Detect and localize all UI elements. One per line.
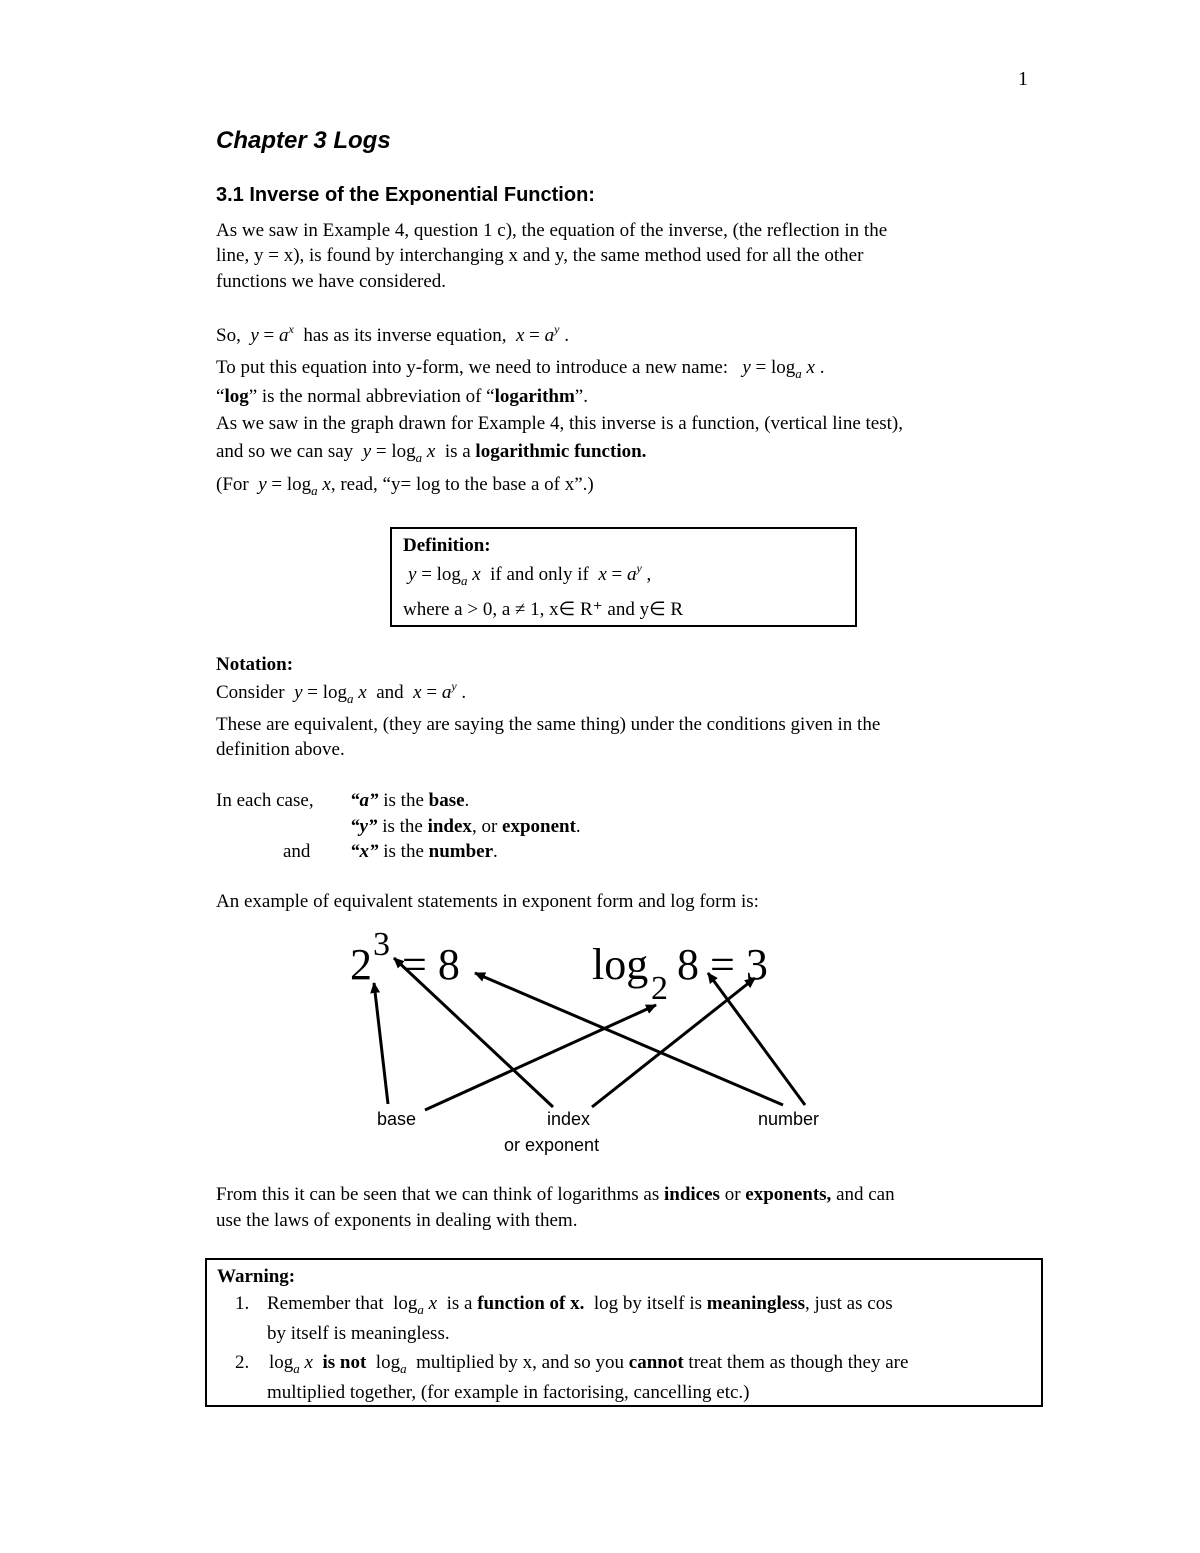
- label-number: number: [758, 1109, 820, 1129]
- w1-post1: log by itself is: [593, 1293, 703, 1314]
- number-term: number: [428, 841, 494, 862]
- logarithmic-function-term: logarithmic function.: [475, 441, 647, 462]
- yform-line: To put this equation into y-form, we need to introduce a new name: $y = \log_a x$ .: [216, 357, 825, 381]
- intro-line-3: functions we have considered.: [216, 271, 447, 292]
- warning-heading: Warning:: [217, 1266, 296, 1287]
- warning-item-2-number: 2.: [235, 1352, 250, 1373]
- definition-iff: if and only if: [490, 564, 589, 585]
- label-or-exponent: or exponent: [504, 1135, 600, 1155]
- diagram-log: log: [592, 940, 649, 989]
- arrow-base-to-2: [374, 983, 388, 1104]
- label-index: index: [547, 1109, 591, 1129]
- diagram-log-base: 2: [651, 970, 668, 1007]
- say-line: and so we can say $y = \log_a x$ is a logarithmic function.: [216, 441, 647, 465]
- index-term: index: [427, 816, 472, 837]
- log-term: log: [224, 386, 249, 407]
- w2-mult: multiplied by x, and so you: [416, 1352, 625, 1373]
- warning-item-1-number: 1.: [235, 1293, 250, 1314]
- row-text: is the: [378, 841, 429, 862]
- var-x-quote: “x”: [350, 841, 379, 862]
- logarithm-term: logarithm: [494, 386, 575, 407]
- base-term: base: [428, 790, 465, 811]
- conclusion-or: or: [724, 1184, 741, 1205]
- var-y-quote: “y”: [350, 816, 378, 837]
- so-word: So,: [216, 325, 241, 346]
- each-case-label: In each case,: [216, 790, 314, 811]
- row-text: is the: [377, 816, 428, 837]
- chapter-title: Chapter 3 Logs: [216, 127, 391, 154]
- page-number: 1: [1018, 68, 1028, 90]
- read-pre: (For: [216, 474, 249, 495]
- diagram-base-2: 2: [350, 940, 372, 989]
- so-mid-text: has as its inverse equation,: [303, 325, 507, 346]
- definition-line-2: where a > 0, a ≠ 1, x∈ R⁺ and y∈ R: [403, 599, 684, 620]
- section-title: 3.1 Inverse of the Exponential Function:: [216, 184, 595, 206]
- w1-mid: is a: [446, 1293, 473, 1314]
- exponent-term: exponent: [502, 816, 576, 837]
- diagram-eq1-rest: = 8: [402, 940, 460, 989]
- say-pre: and so we can say: [216, 441, 354, 462]
- read-post: , read, “y= log to the base a of x”.): [330, 474, 594, 495]
- diagram-exponent-3: 3: [373, 926, 390, 963]
- arrow-index-to-log-3: [592, 978, 755, 1107]
- label-base: base: [377, 1109, 417, 1129]
- definition-heading: Definition:: [403, 535, 491, 556]
- meaningless-term: meaningless: [706, 1293, 805, 1314]
- warning-box: [205, 1258, 1043, 1407]
- w1-pre: Remember that: [267, 1293, 384, 1314]
- example-line: An example of equivalent statements in exponent form and log form is:: [216, 891, 759, 912]
- row-mid: , or: [471, 816, 503, 837]
- var-a-quote: “a”: [350, 790, 379, 811]
- so-line: So, $y = a^x$ has as its inverse equation, $x = a^y$ .: [216, 322, 569, 346]
- conclusion-line-1: [216, 1184, 895, 1206]
- warning-item-1-line-1: Remember that $\log_a x$ is a function of x. log by itself is meaningless, just as cos: [267, 1293, 893, 1317]
- row-end: .: [575, 816, 581, 837]
- graph-line: As we saw in the graph drawn for Example 4, this inverse is a function, (vertical line test),: [216, 413, 903, 434]
- cannot-term: cannot: [628, 1352, 684, 1373]
- conclusion-post: and can: [836, 1184, 895, 1205]
- conclusion-line-2: use the laws of exponents in dealing with them.: [216, 1210, 578, 1231]
- diagram-log-rest: 8 = 3: [677, 940, 768, 989]
- definition-line-1: $y = \log_a x$ if and only if $x = a^y$ ,: [408, 561, 652, 588]
- arrow-number-to-log-8: [708, 973, 805, 1105]
- w2-rest: treat them as though they are: [688, 1352, 909, 1373]
- conclusion-pre: From this it can be seen that we can think of logarithms as: [216, 1184, 660, 1205]
- notation-heading: Notation:: [216, 654, 294, 675]
- and-label: and: [283, 841, 311, 862]
- function-of-x-term: function of x: [477, 1293, 580, 1314]
- abbrev-mid: ” is the normal abbreviation of “: [248, 386, 495, 407]
- row-end: .: [493, 841, 498, 862]
- say-mid: is a: [444, 441, 471, 462]
- warning-item-1-line-2: by itself is meaningless.: [267, 1323, 450, 1344]
- w1-post2: , just as cos: [804, 1293, 893, 1314]
- equivalent-line-2: definition above.: [216, 739, 345, 760]
- arrow-index-to-3: [394, 958, 553, 1107]
- yform-text: To put this equation into y-form, we need to introduce a new name:: [216, 357, 729, 378]
- abbrev-end: ”.: [574, 386, 588, 407]
- quote-open: “: [216, 386, 225, 407]
- consider-line: Consider $y = \log_a x$ and $x = a^y$ .: [216, 679, 467, 706]
- w1-dot: .: [579, 1293, 585, 1314]
- intro-line-1: As we saw in Example 4, question 1 c), the equation of the inverse, (the reflection in the: [216, 220, 888, 241]
- consider-and: and: [376, 682, 404, 703]
- row-text: is the: [378, 790, 429, 811]
- exponents-term: exponents,: [745, 1184, 832, 1205]
- is-not-term: is not: [322, 1352, 367, 1373]
- warning-item-2-line-2: multiplied together, (for example in factorising, cancelling etc.): [267, 1382, 750, 1403]
- equivalent-line-1: These are equivalent, (they are saying the same thing) under the conditions given in the: [216, 714, 881, 735]
- intro-line-2: line, y = x), is found by interchanging x and y, the same method used for all the other: [216, 245, 864, 266]
- warning-item-2-line-1: $\log_a x$ is not $\log_a$ multiplied by x, and so you cannot treat them as though they are: [269, 1352, 909, 1376]
- read-line: (For $y = \log_a x$, read, “y= log to the base a of x”.): [216, 474, 594, 498]
- indices-term: indices: [663, 1184, 720, 1205]
- consider-pre: Consider: [216, 682, 285, 703]
- row-end: .: [464, 790, 470, 811]
